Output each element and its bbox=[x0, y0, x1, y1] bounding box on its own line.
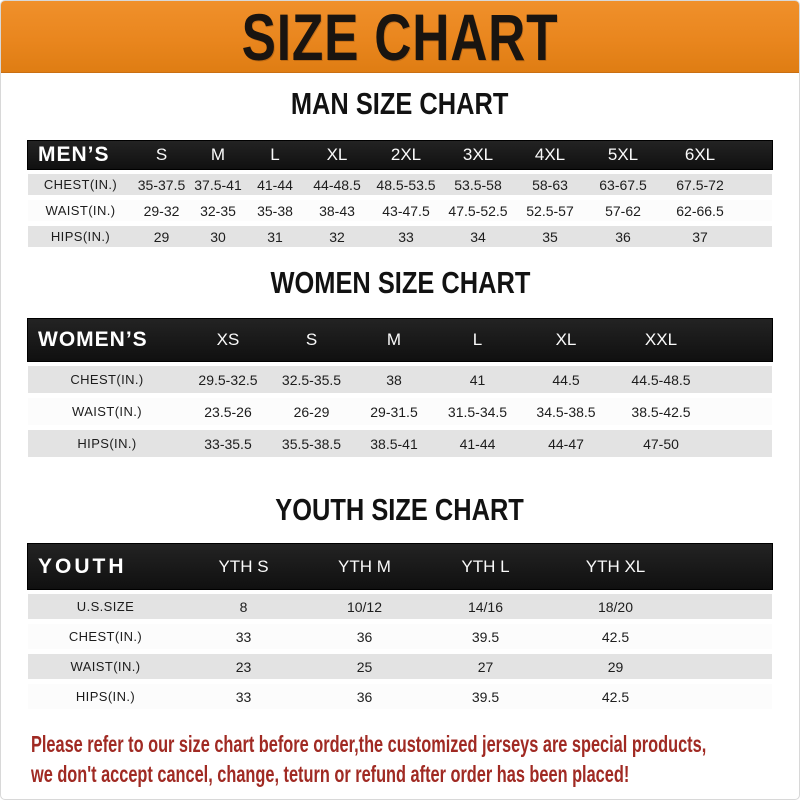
size-value: 36 bbox=[356, 628, 373, 645]
column-header: S bbox=[155, 145, 168, 164]
section-heading-text: YOUTH SIZE CHART bbox=[275, 492, 525, 527]
size-value: 41-44 bbox=[257, 176, 293, 193]
size-value: 31.5-34.5 bbox=[447, 403, 508, 420]
size-value: 44.5 bbox=[552, 371, 580, 388]
size-value: 38.5-42.5 bbox=[631, 403, 691, 420]
size-value: 35-37.5 bbox=[137, 176, 186, 193]
size-value: 41 bbox=[469, 371, 486, 388]
size-value: 33 bbox=[398, 228, 414, 245]
data-row-waistin bbox=[28, 200, 772, 221]
size-value: 27 bbox=[477, 658, 494, 675]
row-label: HIPS(IN.) bbox=[77, 436, 137, 451]
row-label: WAIST(IN.) bbox=[70, 659, 141, 674]
size-value: 32 bbox=[329, 228, 345, 245]
column-header: M bbox=[210, 145, 226, 164]
banner bbox=[1, 1, 799, 73]
size-value: 57-62 bbox=[605, 202, 641, 219]
column-header: M bbox=[386, 330, 402, 349]
size-value: 53.5-58 bbox=[454, 176, 502, 193]
data-row-chestin bbox=[28, 624, 772, 649]
column-header: 3XL bbox=[462, 145, 494, 164]
section-women bbox=[1, 267, 799, 457]
size-value: 38-43 bbox=[319, 202, 355, 219]
size-table-men bbox=[28, 141, 772, 247]
size-value: 29 bbox=[607, 658, 624, 675]
size-value: 48.5-53.5 bbox=[376, 176, 436, 193]
size-value: 39.5 bbox=[471, 628, 500, 645]
size-value: 35.5-38.5 bbox=[281, 435, 342, 452]
column-header: L bbox=[472, 330, 483, 349]
data-row-ussize bbox=[28, 594, 772, 619]
column-header: L bbox=[270, 145, 280, 164]
column-header: XL bbox=[555, 330, 577, 349]
size-value: 43-47.5 bbox=[382, 202, 430, 219]
size-value: 8 bbox=[239, 598, 248, 615]
row-label: CHEST(IN.) bbox=[70, 372, 144, 387]
footer-line-2: we don't accept cancel, change, teturn or refund after order has been placed! bbox=[31, 761, 630, 787]
data-row-chestin bbox=[28, 366, 772, 393]
header-row bbox=[28, 544, 772, 589]
size-value: 62-66.5 bbox=[676, 202, 724, 219]
column-header: YTH XL bbox=[585, 556, 646, 576]
column-header: XXL bbox=[644, 330, 678, 349]
header-row bbox=[28, 141, 772, 169]
size-value: 32-35 bbox=[200, 202, 236, 219]
section-heading-text: WOMEN SIZE CHART bbox=[270, 265, 530, 300]
size-table-youth bbox=[28, 544, 772, 709]
data-row-hipsin bbox=[28, 684, 772, 709]
column-header: XS bbox=[216, 330, 240, 349]
size-value: 33 bbox=[235, 628, 252, 645]
row-label: WAIST(IN.) bbox=[72, 404, 142, 419]
column-header: YTH S bbox=[218, 556, 269, 576]
size-value: 23 bbox=[235, 658, 252, 675]
size-chart-sections bbox=[1, 88, 799, 709]
size-value: 35 bbox=[542, 228, 558, 245]
size-value: 29 bbox=[153, 228, 170, 245]
data-row-chestin bbox=[28, 174, 772, 195]
size-value: 44-47 bbox=[548, 435, 584, 452]
size-value: 44-48.5 bbox=[313, 176, 361, 193]
size-value: 44.5-48.5 bbox=[631, 371, 691, 388]
size-value: 10/12 bbox=[346, 598, 383, 615]
size-value: 29-32 bbox=[143, 202, 180, 219]
size-value: 36 bbox=[356, 688, 373, 705]
section-heading-women bbox=[1, 267, 799, 299]
size-value: 42.5 bbox=[601, 628, 630, 645]
row-label: U.S.SIZE bbox=[76, 599, 135, 614]
header-row bbox=[28, 319, 772, 361]
data-row-waistin bbox=[28, 654, 772, 679]
size-value: 38.5-41 bbox=[370, 435, 418, 452]
column-header: YTH L bbox=[461, 556, 510, 576]
size-value: 29.5-32.5 bbox=[198, 371, 258, 388]
row-label: HIPS(IN.) bbox=[75, 689, 136, 704]
size-value: 14/16 bbox=[467, 598, 504, 615]
section-youth bbox=[1, 494, 799, 709]
size-value: 30 bbox=[210, 228, 226, 245]
size-value: 33-35.5 bbox=[204, 435, 252, 452]
data-row-hipsin bbox=[28, 430, 772, 457]
size-value: 52.5-57 bbox=[526, 202, 574, 219]
section-heading-youth bbox=[1, 494, 799, 526]
size-value: 31 bbox=[267, 228, 283, 245]
row-label: WAIST(IN.) bbox=[45, 203, 116, 218]
column-header: YTH M bbox=[338, 556, 391, 576]
size-value: 34 bbox=[470, 228, 486, 245]
section-heading-men bbox=[1, 88, 799, 120]
size-value: 39.5 bbox=[471, 688, 500, 705]
table-corner-label: WOMEN’S bbox=[38, 328, 148, 351]
data-row-hipsin bbox=[28, 226, 772, 247]
banner-title: SIZE CHART bbox=[241, 0, 559, 74]
size-value: 25 bbox=[356, 658, 373, 675]
size-value: 18/20 bbox=[597, 598, 634, 615]
column-header: 4XL bbox=[534, 145, 566, 164]
row-label: CHEST(IN.) bbox=[68, 629, 143, 644]
size-value: 47.5-52.5 bbox=[448, 202, 508, 219]
size-value: 42.5 bbox=[601, 688, 630, 705]
size-table-women bbox=[28, 319, 772, 457]
size-value: 67.5-72 bbox=[676, 176, 724, 193]
table-corner-label: YOUTH bbox=[38, 554, 127, 578]
footer-disclaimer bbox=[1, 729, 799, 789]
table-corner-label: MEN’S bbox=[38, 143, 110, 166]
data-row-waistin bbox=[28, 398, 772, 425]
footer-line-1: Please refer to our size chart before order,the customized jerseys are special products, bbox=[31, 731, 707, 757]
row-label: CHEST(IN.) bbox=[43, 177, 118, 192]
size-value: 47-50 bbox=[643, 435, 679, 452]
section-men bbox=[1, 88, 799, 247]
size-value: 34.5-38.5 bbox=[536, 403, 596, 420]
size-value: 37 bbox=[692, 228, 708, 245]
row-label: HIPS(IN.) bbox=[50, 229, 111, 244]
column-header: XL bbox=[326, 145, 348, 164]
size-value: 23.5-26 bbox=[204, 403, 252, 420]
size-value: 32.5-35.5 bbox=[281, 371, 342, 388]
column-header: 5XL bbox=[607, 145, 639, 164]
size-value: 37.5-41 bbox=[194, 176, 242, 193]
size-value: 41-44 bbox=[459, 435, 496, 452]
size-value: 29-31.5 bbox=[370, 403, 418, 420]
size-value: 35-38 bbox=[257, 202, 293, 219]
size-value: 33 bbox=[235, 688, 252, 705]
column-header: S bbox=[305, 330, 318, 349]
section-heading-text: MAN SIZE CHART bbox=[291, 86, 509, 121]
column-header: 6XL bbox=[684, 145, 716, 164]
size-value: 26-29 bbox=[293, 403, 330, 420]
size-value: 36 bbox=[615, 228, 631, 245]
column-header: 2XL bbox=[390, 145, 422, 164]
size-value: 58-63 bbox=[532, 176, 568, 193]
size-value: 63-67.5 bbox=[599, 176, 647, 193]
size-value: 38 bbox=[386, 371, 402, 388]
